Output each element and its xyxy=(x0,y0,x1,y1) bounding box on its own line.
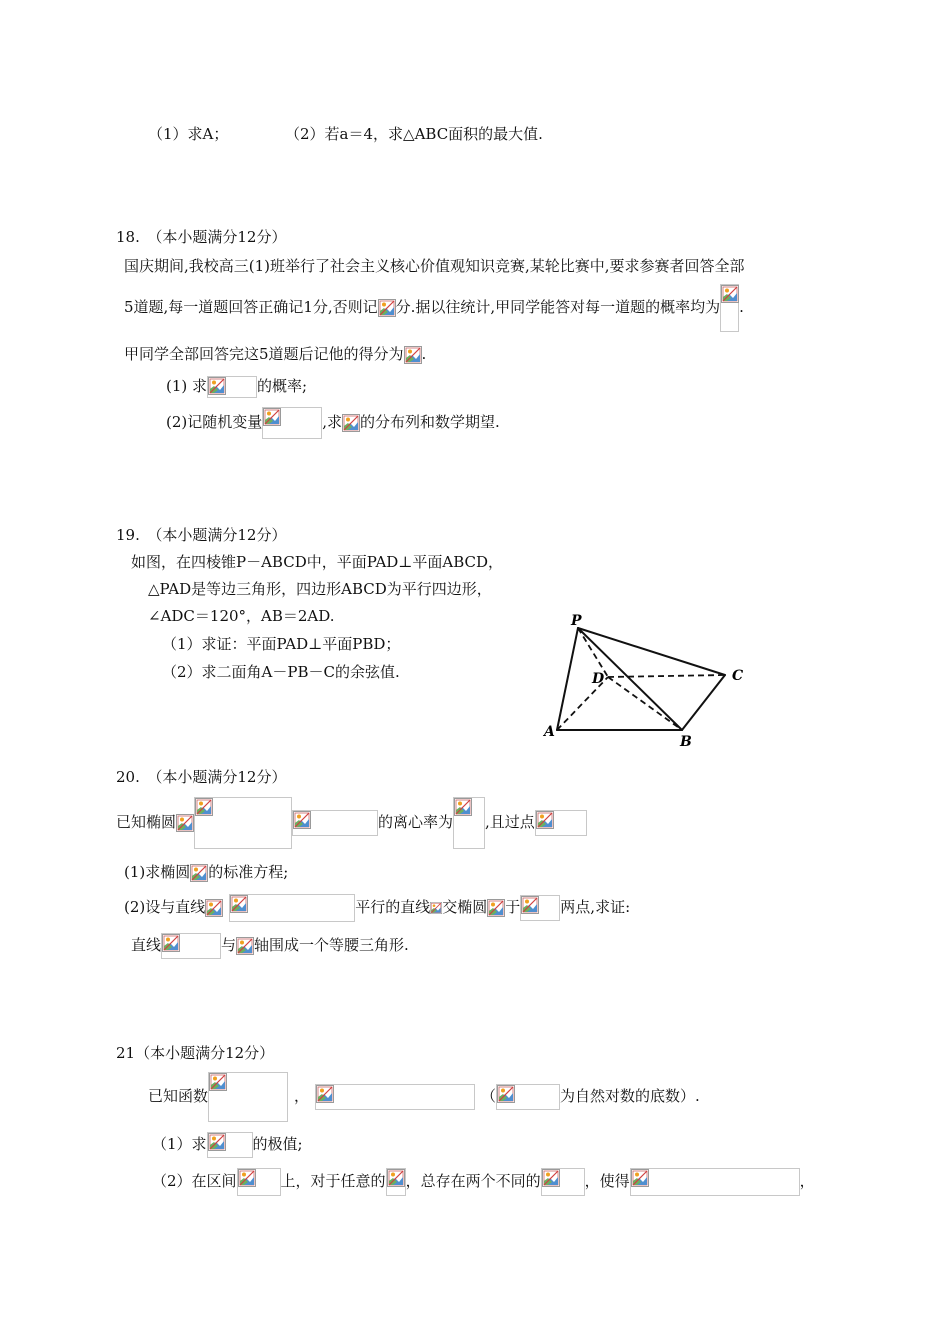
broken-image-icon xyxy=(631,1169,649,1187)
q20-part-1a: (1)求椭圆 xyxy=(124,863,191,881)
formula-image xyxy=(292,810,378,836)
q21-part-2d: ，使得 xyxy=(584,1172,630,1190)
q21-part-2 xyxy=(152,1167,815,1196)
broken-image-icon xyxy=(536,811,554,829)
broken-image-icon xyxy=(454,798,472,816)
q21-header: 21（本小题满分12分） xyxy=(116,1044,275,1062)
broken-image-icon xyxy=(209,1073,227,1091)
q19-part-1: （1）求证：平面PAD⊥平面PBD； xyxy=(162,635,401,653)
formula-image xyxy=(315,1084,475,1110)
broken-image-icon xyxy=(263,408,281,426)
broken-image-icon xyxy=(190,864,208,882)
q20-part-2c: 交椭圆 xyxy=(442,898,488,916)
broken-image-icon xyxy=(497,1085,515,1103)
formula-image xyxy=(386,1168,406,1196)
q20-line-4a: 直线 xyxy=(131,936,162,954)
q20-part-1 xyxy=(124,862,288,882)
q18-line-1: 国庆期间,我校高三(1)班举行了社会主义核心价值观知识竞赛,某轮比赛中,要求参赛者回答全部 xyxy=(124,257,745,275)
broken-image-icon xyxy=(430,899,442,917)
broken-image-icon xyxy=(230,895,248,913)
broken-image-icon xyxy=(208,377,226,395)
q20-part-2a: (2)设与直线 xyxy=(124,898,206,916)
broken-image-icon xyxy=(236,937,254,955)
q18-part-2b: ,求 xyxy=(322,413,343,431)
q18-part-1b: 的概率; xyxy=(257,377,308,395)
label-p: P xyxy=(571,613,582,629)
q19-line-3: ∠ADC＝120°，AB＝2AD. xyxy=(148,607,335,625)
q21-part-2b: 上，对于任意的 xyxy=(280,1172,386,1190)
q18-part-1 xyxy=(166,375,307,398)
q21-part-2a: （2）在区间 xyxy=(152,1172,237,1190)
broken-image-icon xyxy=(487,899,505,917)
broken-image-icon xyxy=(342,414,360,432)
formula-image xyxy=(229,894,355,922)
q18-part-2c: 的分布列和数学期望. xyxy=(360,413,500,431)
q18-line-2a: 5道题,每一道题回答正确记1分,否则记 xyxy=(124,298,378,316)
q20-line-1a: 已知椭圆 xyxy=(116,813,177,831)
broken-image-icon xyxy=(205,899,223,917)
label-b: B xyxy=(680,734,692,750)
q18-line-3 xyxy=(124,344,426,364)
formula-image xyxy=(720,284,739,332)
broken-image-icon xyxy=(387,1169,405,1187)
edge-bc xyxy=(682,675,725,730)
q21-line-1c: （ xyxy=(481,1087,497,1105)
broken-image-icon xyxy=(195,798,213,816)
pyramid-figure xyxy=(540,605,760,755)
formula-image xyxy=(237,1168,281,1196)
formula-image xyxy=(194,797,292,849)
q21-part-2e: ， xyxy=(799,1172,815,1190)
q21-line-1a: 已知函数 xyxy=(148,1087,209,1105)
q20-part-2 xyxy=(124,893,630,922)
broken-image-icon xyxy=(721,285,739,303)
q18-line-2b: 分.据以往统计,甲同学能答对每一道题的概率均为 xyxy=(395,298,721,316)
q20-part-1b: 的标准方程; xyxy=(208,863,289,881)
q20-part-2b: 平行的直线 xyxy=(355,898,431,916)
prev-part-1: （1）求A； xyxy=(148,125,229,143)
q20-line-4 xyxy=(131,932,409,959)
formula-image xyxy=(541,1168,585,1196)
formula-image xyxy=(496,1084,560,1110)
q21-part-1 xyxy=(152,1131,303,1158)
formula-image xyxy=(207,376,257,398)
formula-image xyxy=(207,1132,253,1158)
q21-line-1d: 为自然对数的底数）. xyxy=(560,1087,700,1105)
q20-line-1c: ,且过点 xyxy=(485,813,535,831)
q18-part-2a: (2)记随机变量 xyxy=(166,413,263,431)
broken-image-icon xyxy=(176,814,194,832)
formula-image xyxy=(520,895,560,921)
q21-line-1b: ， xyxy=(294,1087,310,1105)
q18-line-2c: . xyxy=(739,298,744,316)
q21-part-2c: ，总存在两个不同的 xyxy=(405,1172,541,1190)
q20-header: 20. （本小题满分12分） xyxy=(116,768,287,786)
edge-pa xyxy=(557,628,578,730)
formula-image xyxy=(453,797,485,849)
broken-image-icon xyxy=(521,896,539,914)
q18-header: 18. （本小题满分12分） xyxy=(116,228,287,246)
broken-image-icon xyxy=(378,299,396,317)
q21-line-1 xyxy=(148,1071,700,1122)
q20-line-4b: 与 xyxy=(221,936,237,954)
broken-image-icon xyxy=(162,934,180,952)
broken-image-icon xyxy=(293,811,311,829)
label-a: A xyxy=(544,724,555,740)
q19-header: 19. （本小题满分12分） xyxy=(116,526,287,544)
broken-image-icon xyxy=(316,1085,334,1103)
q19-line-1: 如图，在四棱锥P－ABCD中，平面PAD⊥平面ABCD， xyxy=(131,553,504,571)
q20-part-2e: 两点,求证: xyxy=(560,898,631,916)
label-c: C xyxy=(732,668,744,684)
formula-image xyxy=(161,933,221,959)
label-d: D xyxy=(592,671,605,687)
q19-part-2: （2）求二面角A－PB－C的余弦值. xyxy=(162,663,400,681)
edge-pc xyxy=(578,628,725,675)
broken-image-icon xyxy=(542,1169,560,1187)
formula-image xyxy=(630,1168,800,1196)
q20-line-4c: 轴围成一个等腰三角形. xyxy=(254,936,409,954)
q20-line-1b: 的离心率为 xyxy=(378,813,454,831)
q18-line-3b: . xyxy=(421,345,427,363)
formula-image xyxy=(208,1072,288,1122)
q21-part-1b: 的极值; xyxy=(252,1135,303,1153)
q19-line-2: △PAD是等边三角形，四边形ABCD为平行四边形， xyxy=(148,580,492,598)
edge-bd xyxy=(608,677,682,730)
broken-image-icon xyxy=(208,1133,226,1151)
q18-line-2 xyxy=(124,283,744,332)
formula-image xyxy=(262,407,322,439)
q20-line-1 xyxy=(116,796,587,849)
broken-image-icon xyxy=(238,1169,256,1187)
q21-part-1a: （1）求 xyxy=(152,1135,207,1153)
q18-part-1a: (1) 求 xyxy=(166,377,208,395)
broken-image-icon xyxy=(404,346,422,364)
prev-part-2: （2）若a＝4，求△ABC面积的最大值. xyxy=(285,125,543,143)
q18-part-2 xyxy=(166,406,500,439)
q18-line-3a: 甲同学全部回答完这5道题后记他的得分为 xyxy=(124,345,404,363)
formula-image xyxy=(535,810,587,836)
q20-part-2d: 于 xyxy=(505,898,521,916)
